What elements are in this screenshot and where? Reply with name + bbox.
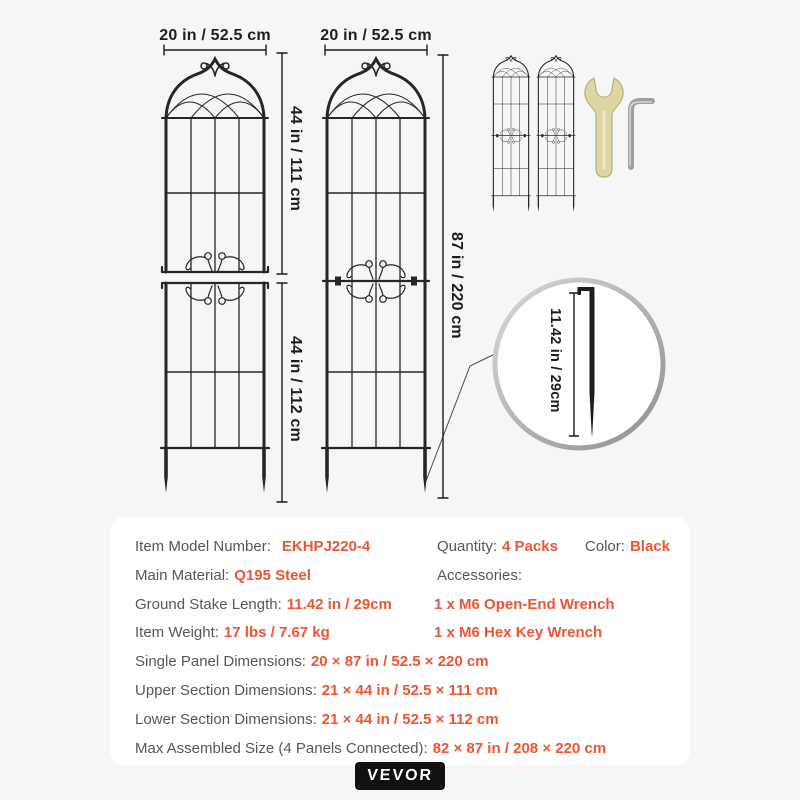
hex-key-icon: [630, 101, 652, 167]
callout-line: [426, 353, 497, 481]
total-height-dim-label: 87 in / 220 cm: [448, 232, 465, 339]
vevor-logo-text: VEVOR: [366, 767, 434, 784]
spec-value: 17 lbs / 7.67 kg: [223, 624, 330, 642]
spec-value: 21 × 44 in / 52.5 × 111 cm: [321, 681, 498, 699]
spec-label: Upper Section Dimensions:: [135, 681, 317, 699]
width-dim-label-right: 20 in / 52.5 cm: [320, 27, 432, 44]
spec-value: 20 × 87 in / 52.5 × 220 cm: [310, 653, 489, 671]
trellis-joined-diagram: [322, 59, 430, 493]
spec-value: 11.42 in / 29cm: [286, 595, 392, 613]
spec-row-single-panel: [135, 648, 690, 677]
width-dim-label-left: 20 in / 52.5 cm: [159, 27, 271, 44]
spec-value: Black: [629, 538, 670, 555]
vevor-logo: [355, 762, 445, 790]
spec-card: [110, 517, 690, 765]
mini-trellis-icon: [537, 56, 576, 212]
spec-row-accessory-wrench: 1 x M6 Open-End Wrench: [434, 595, 615, 613]
stake-length-dim-label: 11.42 in / 29cm: [547, 308, 563, 413]
spec-value: 21 × 44 in / 52.5 × 112 cm: [321, 710, 499, 728]
spec-row-upper-section: [135, 677, 690, 706]
spec-label: Accessories:: [437, 566, 523, 584]
spec-label: Lower Section Dimensions:: [135, 710, 317, 728]
spec-row-lower-section: [135, 706, 690, 735]
spec-label: Item Weight:: [135, 624, 219, 642]
upper-section-dim-label: 44 in / 111 cm: [287, 106, 304, 212]
mini-trellis-panel: [537, 56, 576, 212]
spec-label: Single Panel Dimensions:: [135, 653, 306, 671]
spec-row-accessory-hexkey: 1 x M6 Hex Key Wrench: [434, 624, 603, 642]
lower-section-dim-label: 44 in / 112 cm: [287, 336, 304, 442]
spec-label: Main Material:: [135, 566, 230, 584]
spec-value: Q195 Steel: [234, 566, 311, 584]
spec-value: 82 × 87 in / 208 × 220 cm: [432, 739, 607, 757]
spec-label: Color:: [584, 538, 625, 555]
spec-label: Item Model Number:: [135, 538, 271, 555]
spec-row-max-assembled: [135, 735, 690, 764]
spec-label: Max Assembled Size (4 Panels Connected):: [135, 739, 428, 757]
spec-label: Ground Stake Length:: [135, 595, 282, 613]
spec-row-quantity-color: [437, 533, 670, 562]
spec-row-accessories: [437, 562, 670, 591]
spec-right-column: [434, 533, 670, 648]
stake-zoom-circle: [495, 280, 663, 448]
spec-value: 4 Packs: [502, 538, 558, 555]
mini-trellis-panel: [492, 56, 531, 212]
mini-trellis-icon: [492, 56, 531, 212]
spec-label: Quantity:: [437, 538, 498, 555]
spec-value: EKHPJ220-4: [281, 538, 371, 555]
trellis-split-diagram: [161, 59, 269, 493]
